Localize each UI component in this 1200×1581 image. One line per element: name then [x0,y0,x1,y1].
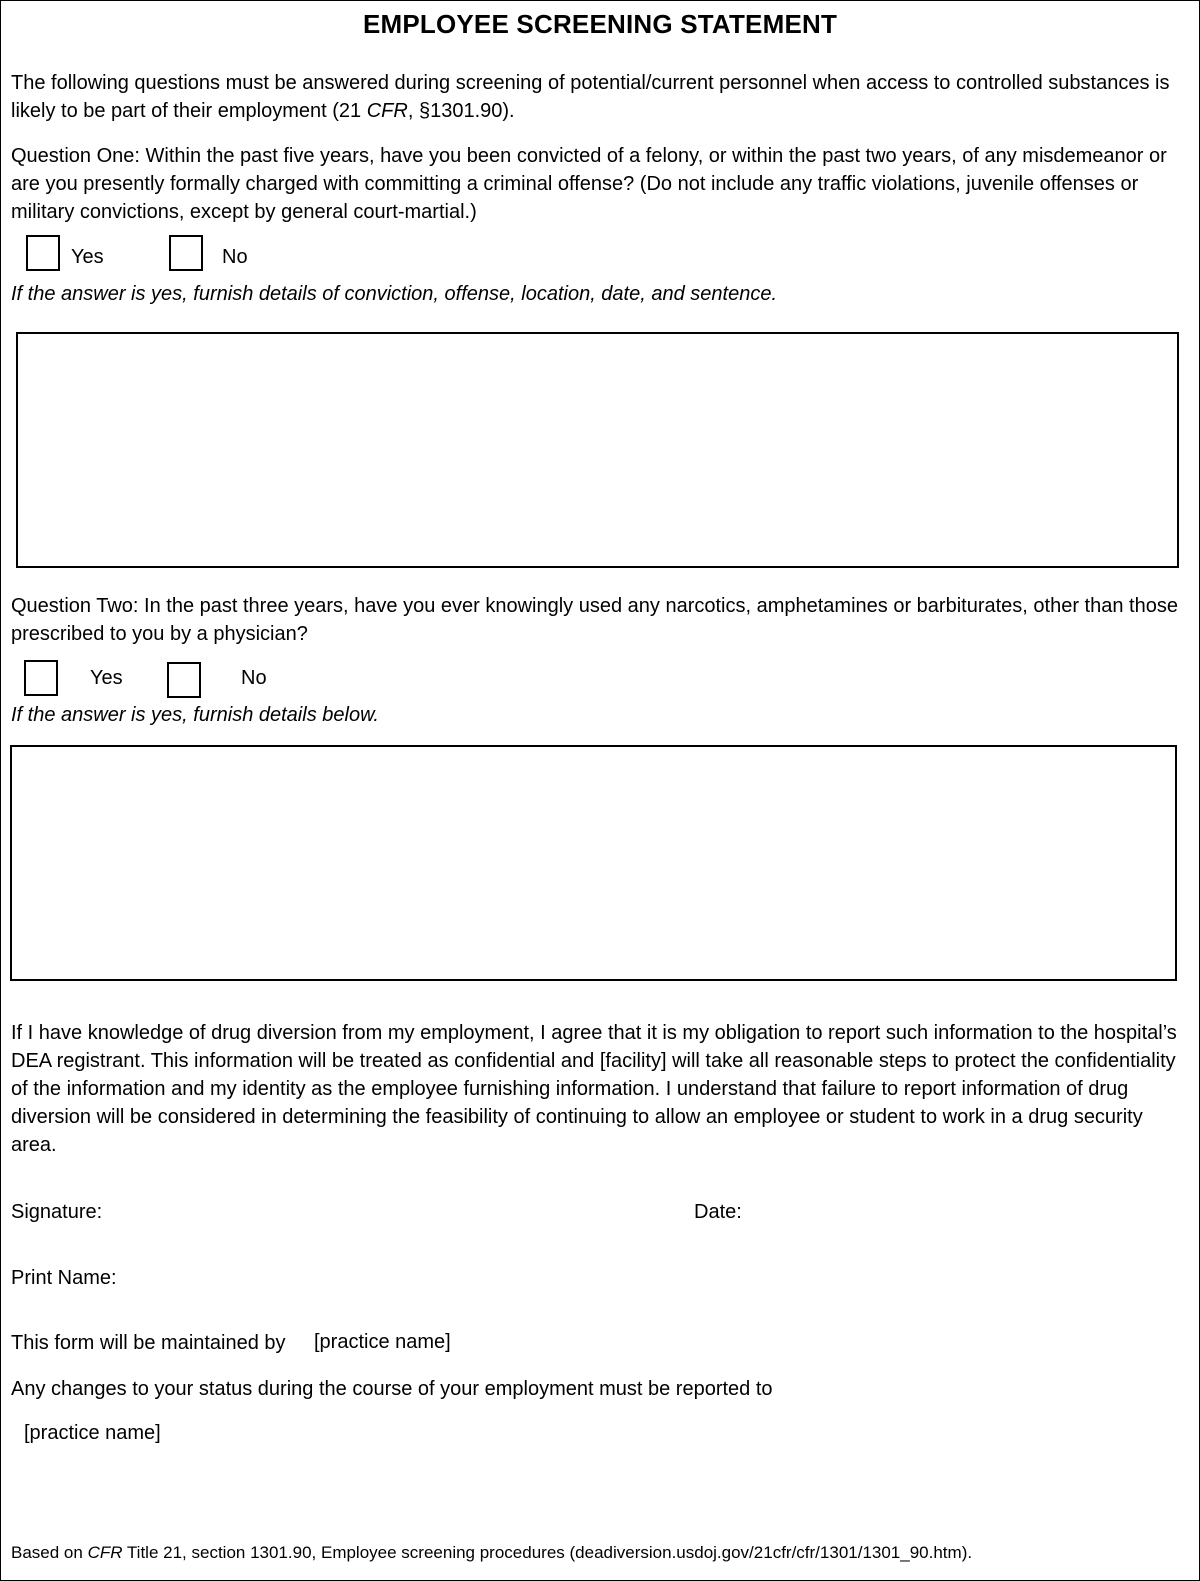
intro-text-start: The following questions must be answered during screening of potential/current personnel when access to controlled substances is likely to be part of their employment (21 [11,72,1170,122]
question-one-yes-checkbox[interactable] [26,235,60,271]
question-one-details-field[interactable] [16,332,1179,568]
maintained-by-label: This form will be maintained by [11,1332,286,1354]
print-name-label: Print Name: [11,1267,117,1289]
question-one-text: Question One: Within the past five years, have you been convicted of a felony, or within the past two years, of any misdemeanor or are you presently formally charged with committing a criminal offense? (Do not include any traffic violations, juvenile offenses or military convictions, except by general court-martial.) [11,145,1167,223]
question-one-yes-label: Yes [71,246,104,268]
intro-text-end: , §1301.90). [407,100,515,122]
question-two-text: Question Two: In the past three years, have you ever knowingly used any narcotics, amphetamines or barbiturates, other than those prescribed to you by a physician? [11,595,1178,645]
question-two-no-label: No [241,667,267,689]
agreement-paragraph: If I have knowledge of drug diversion from my employment, I agree that it is my obligation to report such information to the hospital’s DEA registrant. This information will be treated as confidential and [facility] will take all reasonable steps to protect the confidentiality of the information and my identity as the employee furnishing information. I understand that failure to report information of drug diversion will be considered in determining the feasibility of continuing to allow an employee or student to work in a drug security area. [11,1022,1177,1156]
maintained-by-practice-name: [practice name] [314,1331,451,1353]
footer-text-start: Based on [11,1543,88,1562]
intro-paragraph [11,69,1179,125]
intro-cfr: CFR [366,100,408,122]
signature-label: Signature: [11,1201,103,1223]
footer-text-end: Title 21, section 1301.90, Employee screening procedures (deadiversion.usdoj.gov/21cfr/cfr/1301/1301_90.htm). [122,1543,973,1562]
question-one-instruction: If the answer is yes, furnish details of conviction, offense, location, date, and sentence. [11,283,777,305]
status-changes-label: Any changes to your status during the course of your employment must be reported to [11,1378,773,1400]
date-label: Date: [694,1201,742,1223]
form-title: EMPLOYEE SCREENING STATEMENT [362,9,838,39]
question-two-yes-checkbox[interactable] [24,660,58,696]
question-two-details-field[interactable] [10,745,1177,981]
question-two-no-checkbox[interactable] [167,662,201,698]
question-two-instruction: If the answer is yes, furnish details below. [11,704,379,726]
footer-cfr: CFR [87,1543,123,1562]
question-one-no-label: No [222,246,248,268]
question-one-no-checkbox[interactable] [169,235,203,271]
status-changes-practice-name: [practice name] [24,1422,161,1444]
footer-citation [11,1542,972,1564]
question-two-yes-label: Yes [90,667,123,689]
